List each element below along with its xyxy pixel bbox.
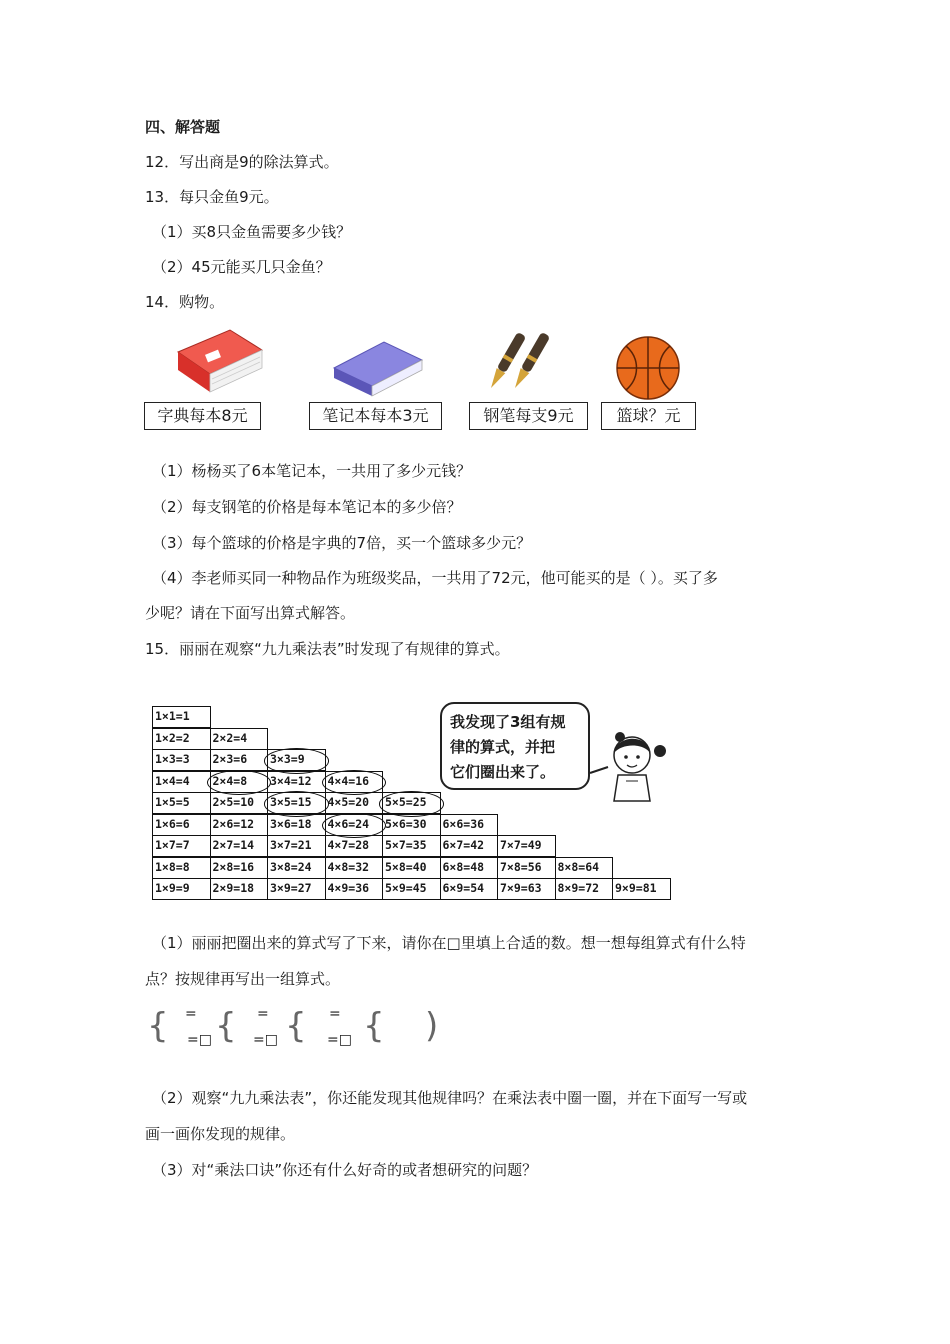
table-cell: 1×7=7 <box>152 835 211 857</box>
question-15-title: 15．丽丽在观察“九九乘法表”时发现了有规律的算式。 <box>145 640 510 658</box>
table-cell: 7×7=49 <box>497 835 556 857</box>
pens-image <box>484 326 554 402</box>
question-15-part-3: （3）对“乘法口诀”你还有什么好奇的或者想研究的问题？ <box>152 1161 538 1179</box>
table-cell: 1×9=9 <box>152 878 211 900</box>
table-cell: 9×9=81 <box>612 878 671 900</box>
question-13-title: 13．每只金鱼9元。 <box>145 188 279 206</box>
table-cell: 4×4=16 <box>325 771 384 793</box>
table-cell: 1×6=6 <box>152 814 211 836</box>
table-cell: 6×8=48 <box>440 857 499 879</box>
circled-equation <box>264 748 329 774</box>
question-14-part-4-continued: 少呢？请在下面写出算式解答。 <box>145 604 356 622</box>
question-14-title: 14．购物。 <box>145 293 225 311</box>
basketball-image <box>614 334 682 406</box>
basketball-price-label: 篮球？元 <box>601 402 696 430</box>
speech-line: 它们圈出来了。 <box>450 763 556 781</box>
circled-equation <box>379 791 444 817</box>
speech-bubble <box>440 702 590 790</box>
table-cell: 2×9=18 <box>210 878 269 900</box>
dictionary-price-label: 字典每本8元 <box>144 402 261 430</box>
table-cell: 2×6=12 <box>210 814 269 836</box>
table-cell: 2×4=8 <box>210 771 269 793</box>
question-15-part-2-continued: 画一画你发现的规律。 <box>145 1125 296 1143</box>
table-cell: 2×7=14 <box>210 835 269 857</box>
question-12: 12．写出商是9的除法算式。 <box>145 153 339 171</box>
dictionary-image <box>170 322 265 401</box>
equation-top-1: = <box>185 1006 197 1022</box>
table-cell: 7×8=56 <box>497 857 556 879</box>
table-cell: 3×6=18 <box>267 814 326 836</box>
question-13-part-1: （1）买8只金鱼需要多少钱？ <box>152 223 352 241</box>
question-14-part-1: （1）杨杨买了6本笔记本，一共用了多少元钱？ <box>152 462 472 480</box>
equation-bottom-1: =□ <box>187 1032 212 1048</box>
question-14-part-3: （3）每个篮球的价格是字典的7倍，买一个篮球多少元？ <box>152 534 532 552</box>
question-14-part-2: （2）每支钢笔的价格是每本笔记本的多少倍？ <box>152 498 462 516</box>
table-cell: 7×9=63 <box>497 878 556 900</box>
table-cell: 1×1=1 <box>152 706 211 728</box>
table-cell: 3×7=21 <box>267 835 326 857</box>
table-cell: 4×7=28 <box>325 835 384 857</box>
table-cell: 1×5=5 <box>152 792 211 814</box>
circled-equation <box>322 813 387 839</box>
section-title: 四、解答题 <box>145 118 221 136</box>
table-cell: 5×6=30 <box>382 814 441 836</box>
table-cell: 1×4=4 <box>152 771 211 793</box>
speech-line: 我发现了3组有规 <box>450 713 566 731</box>
question-14-part-4: （4）李老师买同一种物品作为班级奖品，一共用了72元，他可能买的是（ ）。买了多 <box>152 569 718 587</box>
table-cell: 5×5=25 <box>382 792 441 814</box>
brace-3: { <box>285 1006 307 1046</box>
pen-price-label: 钢笔每支9元 <box>469 402 588 430</box>
notebook-price-label: 笔记本每本3元 <box>309 402 442 430</box>
table-cell: 8×9=72 <box>555 878 614 900</box>
circled-equation <box>264 791 329 817</box>
equation-bottom-3: =□ <box>327 1032 352 1048</box>
table-cell: 2×5=10 <box>210 792 269 814</box>
table-cell: 4×8=32 <box>325 857 384 879</box>
table-cell: 3×9=27 <box>267 878 326 900</box>
table-cell: 5×8=40 <box>382 857 441 879</box>
question-13-part-2: （2）45元能买几只金鱼？ <box>152 258 331 276</box>
table-cell: 1×3=3 <box>152 749 211 771</box>
question-15-part-2: （2）观察“九九乘法表”，你还能发现其他规律吗？在乘法表中圈一圈，并在下面写一写或 <box>152 1089 748 1107</box>
brace-4: { <box>363 1006 385 1046</box>
table-cell: 1×2=2 <box>152 728 211 750</box>
girl-illustration <box>580 725 672 805</box>
table-cell: 4×9=36 <box>325 878 384 900</box>
table-cell: 6×9=54 <box>440 878 499 900</box>
equation-braces <box>145 1004 445 1054</box>
brace-2: { <box>215 1006 237 1046</box>
table-cell: 5×7=35 <box>382 835 441 857</box>
table-cell: 3×8=24 <box>267 857 326 879</box>
table-cell: 3×5=15 <box>267 792 326 814</box>
table-cell: 5×9=45 <box>382 878 441 900</box>
table-cell: 2×3=6 <box>210 749 269 771</box>
table-cell: 6×6=36 <box>440 814 499 836</box>
speech-line: 律的算式，并把 <box>450 738 556 756</box>
table-cell: 3×4=12 <box>267 771 326 793</box>
table-cell: 4×6=24 <box>325 814 384 836</box>
brace-1: { <box>147 1006 169 1046</box>
table-cell: 4×5=20 <box>325 792 384 814</box>
circled-equation <box>322 770 387 796</box>
equation-top-3: = <box>329 1006 341 1022</box>
question-15-part-1-continued: 点？按规律再写出一组算式。 <box>145 970 341 988</box>
table-cell: 3×3=9 <box>267 749 326 771</box>
question-15-part-1: （1）丽丽把圈出来的算式写了下来，请你在□里填上合适的数。想一想每组算式有什么特 <box>152 934 746 952</box>
table-cell: 1×8=8 <box>152 857 211 879</box>
circled-equation <box>207 770 272 796</box>
equation-bottom-2: =□ <box>253 1032 278 1048</box>
brace-close: ) <box>425 1006 439 1046</box>
equation-top-2: = <box>257 1006 269 1022</box>
table-cell: 6×7=42 <box>440 835 499 857</box>
table-cell: 2×2=4 <box>210 728 269 750</box>
table-cell: 2×8=16 <box>210 857 269 879</box>
table-cell: 8×8=64 <box>555 857 614 879</box>
notebook-image <box>330 334 425 404</box>
